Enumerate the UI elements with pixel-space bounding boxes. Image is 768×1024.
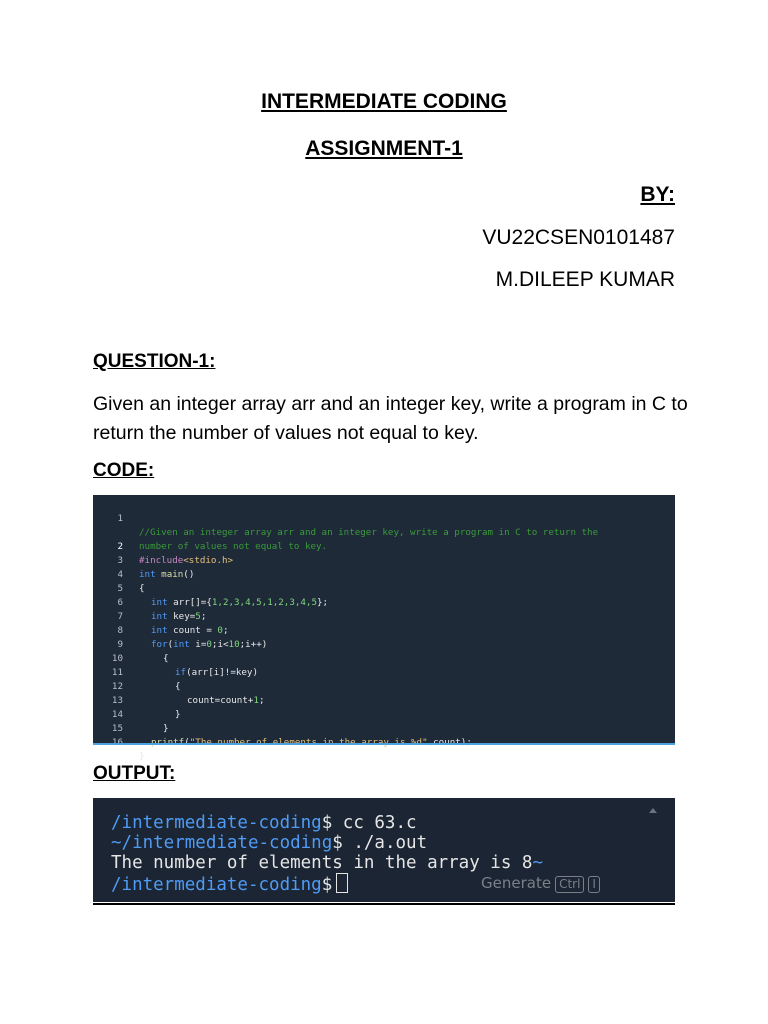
code-token: () bbox=[183, 569, 195, 580]
code-token: 0 bbox=[217, 625, 223, 636]
document-subtitle: ASSIGNMENT-1 bbox=[305, 137, 463, 160]
code-line bbox=[93, 708, 675, 734]
code-token: 1,2,3,4,5,1,2,3,4,5 bbox=[211, 597, 317, 608]
code-token: { bbox=[163, 653, 169, 664]
code-token: 0 bbox=[206, 639, 212, 650]
code-token: ;i++) bbox=[239, 639, 268, 650]
code-editor bbox=[93, 495, 675, 762]
line-number: 6 bbox=[117, 597, 123, 608]
code-token: ; bbox=[200, 611, 207, 622]
code-token: for bbox=[151, 639, 168, 650]
line-number: 7 bbox=[117, 611, 123, 622]
code-token: int bbox=[151, 611, 168, 622]
code-token: int bbox=[151, 597, 168, 608]
line-number: 9 bbox=[117, 639, 123, 650]
line-number: 13 bbox=[111, 695, 123, 706]
code-comment: number of values not equal to key. bbox=[139, 541, 328, 552]
terminal-prompt: $ bbox=[321, 875, 333, 895]
line-number: 3 bbox=[117, 555, 123, 566]
code-token: int bbox=[173, 639, 190, 650]
by-label: BY: bbox=[640, 183, 675, 206]
cursor-icon bbox=[336, 873, 348, 893]
generate-hint[interactable] bbox=[481, 874, 600, 893]
code-line bbox=[93, 498, 675, 538]
terminal-path: /intermediate-coding bbox=[111, 813, 322, 833]
student-id: VU22CSEN0101487 bbox=[482, 226, 675, 249]
question-text: Given an integer array arr and an integer key, write a program in C to return the number of values not equal to key. bbox=[93, 393, 688, 444]
code-token: }; bbox=[316, 597, 329, 608]
code-token: int bbox=[139, 569, 156, 580]
code-token: 1 bbox=[253, 695, 259, 706]
question-label: QUESTION-1: bbox=[93, 351, 216, 372]
code-line bbox=[93, 568, 675, 608]
line-number: 14 bbox=[111, 709, 123, 720]
code-token: count=count+ bbox=[187, 695, 254, 706]
code-token: } bbox=[175, 709, 181, 720]
line-number: 15 bbox=[111, 723, 123, 734]
terminal-line bbox=[111, 833, 427, 853]
code-panel-border bbox=[93, 743, 675, 745]
terminal-output-text: The number of elements in the array is 8 bbox=[111, 853, 533, 873]
code-token: ; bbox=[258, 695, 265, 706]
generate-label: Generate bbox=[481, 874, 552, 892]
terminal-command: $ ./a.out bbox=[332, 833, 428, 853]
code-token: key= bbox=[167, 611, 196, 622]
terminal-path: /intermediate-coding bbox=[111, 875, 322, 895]
terminal-command: $ cc 63.c bbox=[321, 813, 417, 833]
terminal-line bbox=[111, 853, 543, 873]
line-number: 10 bbox=[111, 653, 123, 664]
code-token: <stdio.h> bbox=[183, 555, 234, 566]
terminal-panel-border bbox=[93, 903, 675, 905]
terminal-tilde: ~ bbox=[532, 853, 543, 873]
line-number: 4 bbox=[117, 569, 123, 580]
terminal-line bbox=[111, 873, 348, 893]
code-token: } bbox=[163, 723, 169, 734]
scroll-up-arrow-icon[interactable] bbox=[649, 808, 657, 813]
code-token: (arr[i]!=key) bbox=[186, 667, 258, 678]
code-token: arr[]={ bbox=[167, 597, 212, 608]
code-label: CODE: bbox=[93, 460, 155, 481]
code-token: { bbox=[175, 681, 181, 692]
terminal-output bbox=[93, 798, 675, 902]
line-number: 5 bbox=[117, 583, 123, 594]
line-number: 8 bbox=[117, 625, 123, 636]
document-title: INTERMEDIATE CODING bbox=[261, 90, 507, 113]
code-line bbox=[93, 722, 675, 762]
code-token: int bbox=[151, 625, 168, 636]
line-number: 11 bbox=[111, 667, 123, 678]
code-token: } bbox=[139, 751, 145, 762]
code-token: { bbox=[139, 583, 145, 594]
key-ctrl: Ctrl bbox=[555, 876, 584, 893]
line-number: 12 bbox=[111, 681, 123, 692]
terminal-path: ~/intermediate-coding bbox=[111, 833, 333, 853]
code-token: 5 bbox=[195, 611, 201, 622]
code-token: ; bbox=[222, 625, 229, 636]
code-token: ( bbox=[167, 639, 174, 650]
code-token: #include bbox=[139, 555, 184, 566]
code-token: if bbox=[175, 667, 187, 678]
code-token: ;i< bbox=[211, 639, 229, 650]
code-token: 10 bbox=[228, 639, 240, 650]
code-token: i= bbox=[189, 639, 207, 650]
terminal-line bbox=[111, 813, 417, 833]
output-label: OUTPUT: bbox=[93, 763, 176, 784]
student-name: M.DILEEP KUMAR bbox=[495, 268, 675, 291]
key-i: I bbox=[588, 876, 600, 893]
line-number: 2 bbox=[117, 541, 123, 552]
code-token: main bbox=[161, 569, 184, 580]
code-comment: //Given an integer array arr and an integer key, write a program in C to return the bbox=[139, 527, 599, 538]
line-number: 1 bbox=[117, 513, 123, 524]
code-token: count = bbox=[167, 625, 218, 636]
